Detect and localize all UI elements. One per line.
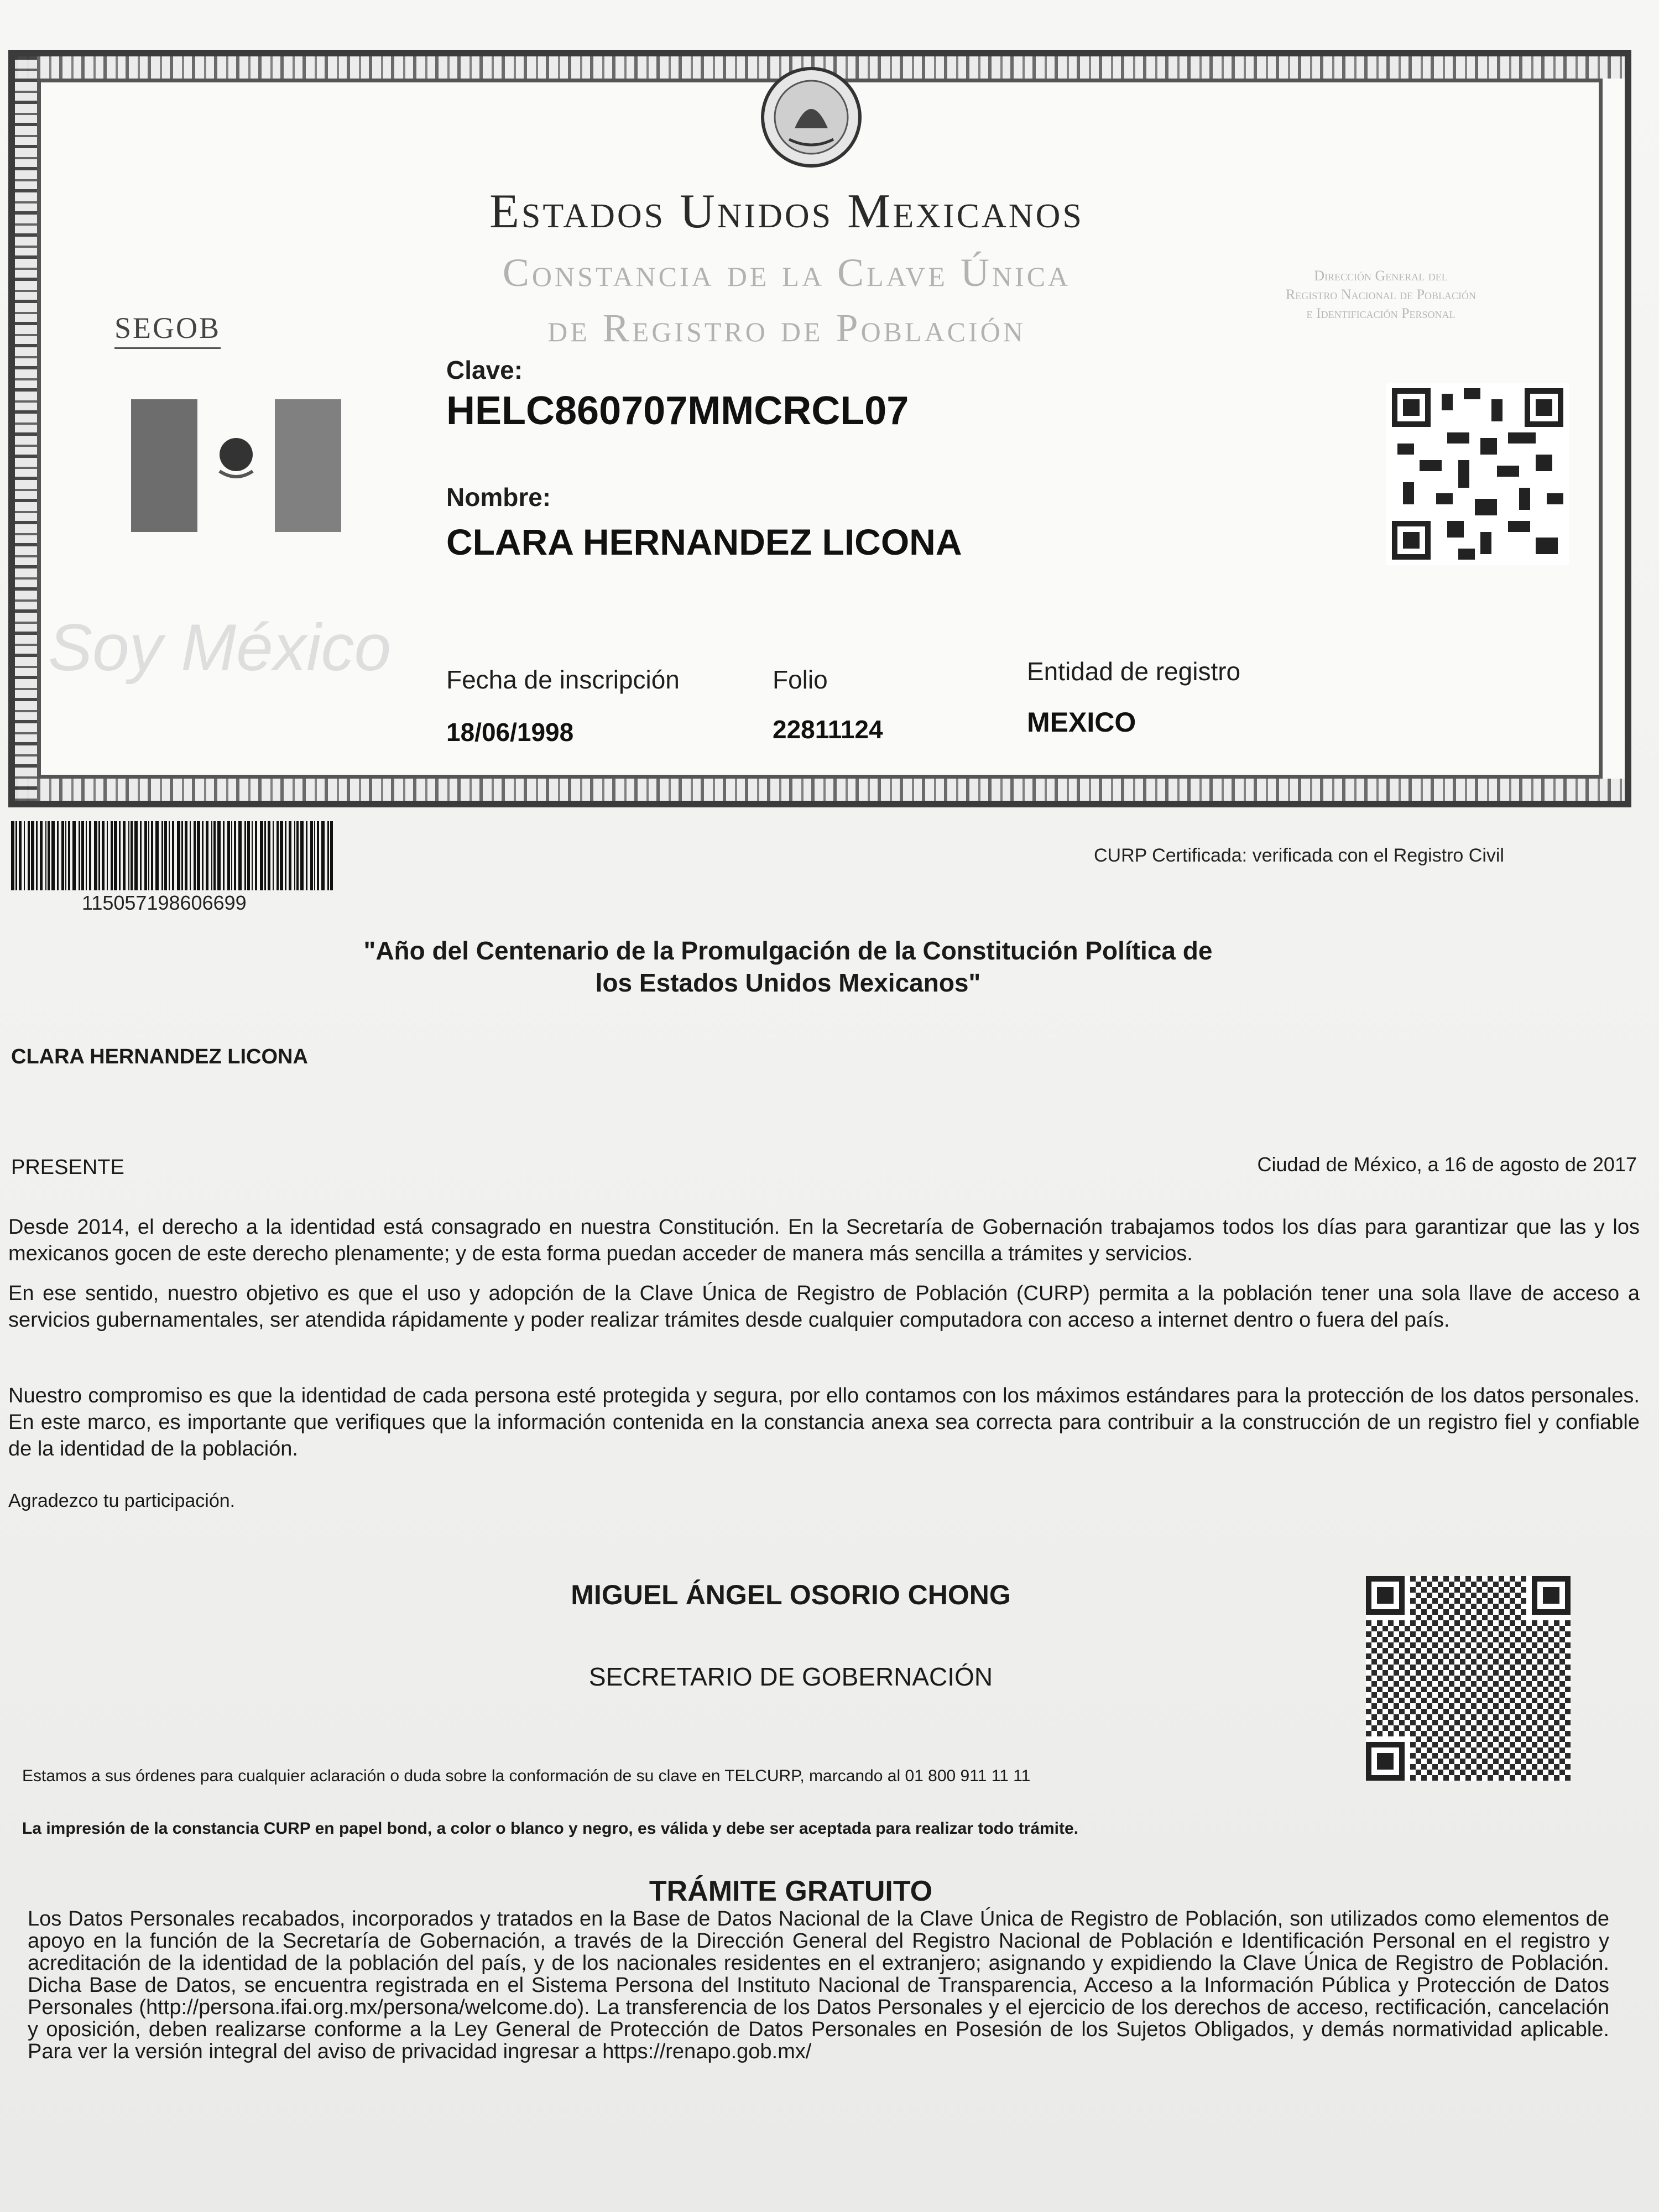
fecha-inscripcion-value: 18/06/1998 xyxy=(446,718,574,747)
year-motto-line2: los Estados Unidos Mexicanos" xyxy=(595,968,981,997)
soy-mexico-watermark: Soy México xyxy=(48,611,392,685)
nombre-value: CLARA HERNANDEZ LICONA xyxy=(446,521,962,562)
folio-label: Folio xyxy=(773,665,828,694)
mexican-flag-icon xyxy=(126,394,347,538)
dependency-line2: Registro Nacional de Población xyxy=(1285,286,1477,302)
barcode-icon xyxy=(11,821,337,890)
place-and-date: Ciudad de México, a 16 de agosto de 2017 xyxy=(1257,1153,1637,1176)
impresion-note: La impresión de la constancia CURP en papel bond, a color o blanco y negro, es válida y debe ser aceptada para realizar todo trámite. xyxy=(22,1819,1079,1838)
clave-value: HELC860707MMCRCL07 xyxy=(446,389,909,433)
nombre-label: Nombre: xyxy=(446,483,551,512)
privacy-notice: Los Datos Personales recabados, incorporados y tratados en la Base de Datos Nacional de la Clave Única de Registro de Población, son utilizados como elementos de apoyo en la función de la Secretaría de Gobernación, a través de la Dirección General del Registro Nacional de Población e Identificación Personal en el registro y acreditación de la identidad de la población del país, y de los nacionales residentes en el extranjero; asignando y expidiendo la Clave Única de Registro de Población. Dicha Base de Datos, se encuentra registrada en el Sistema Persona del Instituto Nacional de Transparencia, Acceso a la Información Pública y Protección de Datos Personales (http://persona.ifai.org.mx/persona/welcome.do). La transferencia de los Datos Personales y el ejercicio de los derechos de acceso, rectificación, cancelación y oposición, deben realizarse conforme a la Ley General de Protección de Datos Personales en Posesión de los Sujetos Obligados, y demás normatividad aplicable. Para ver la versión integral del aviso de privacidad ingresar a https://renapo.gob.mx/ xyxy=(28,1907,1609,2063)
signer-name: MIGUEL ÁNGEL OSORIO CHONG xyxy=(571,1579,1011,1610)
folio-value: 22811124 xyxy=(773,715,883,744)
fecha-inscripcion-label: Fecha de inscripción xyxy=(446,665,680,694)
signer-title: SECRETARIO DE GOBERNACIÓN xyxy=(588,1662,993,1691)
segob-logo: SEGOB xyxy=(114,311,221,349)
certificate-subtitle-line1: Constancia de la Clave Única xyxy=(502,251,1071,295)
year-motto xyxy=(276,935,1300,999)
coat-of-arms-seal-icon xyxy=(756,62,867,173)
letter-paragraph-1: Desde 2014, el derecho a la identidad está consagrado en nuestra Constitución. En la Secretaría de Gobernación trabajamos todos los días para garantizar que las y los mexicanos gocen de este derecho plenamente; y de esta forma puedan acceder de manera más sencilla a trámites y servicios. xyxy=(8,1215,1640,1265)
certificate-border-right xyxy=(15,56,37,801)
certificate-qr-code-icon xyxy=(1386,383,1569,565)
curp-certificate xyxy=(8,50,1631,807)
letter-paragraph-2: En ese sentido, nuestro objetivo es que el uso y adopción de la Clave Única de Registro de Población (CURP) permita a la población tener una sola llave de acceso a servicios gubernamentales, ser atendida rápidamente y poder realizar trámites desde cualquier computadora con acceso a internet dentro o fuera del país. xyxy=(8,1282,1640,1332)
telcurp-note: Estamos a sus órdenes para cualquier aclaración o duda sobre la conformación de su clave en TELCURP, marcando al 01 800 911 11 11 xyxy=(22,1767,1031,1785)
dependency-line1: Dirección General del xyxy=(1314,268,1448,284)
renapo-dependency xyxy=(1193,267,1569,323)
year-motto-line1: "Año del Centenario de la Promulgación de la Constitución Política de xyxy=(363,936,1213,965)
certificate-subtitle-line2: de Registro de Población xyxy=(547,306,1026,350)
curp-certificada-note: CURP Certificada: verificada con el Registro Civil xyxy=(1094,845,1504,866)
tramite-gratuito-heading: TRÁMITE GRATUITO xyxy=(649,1875,933,1907)
entidad-registro-value: MEXICO xyxy=(1027,707,1136,738)
entidad-registro-label: Entidad de registro xyxy=(1027,657,1241,686)
letter-paragraph-3: Nuestro compromiso es que la identidad de cada persona esté protegida y segura, por ello contamos con los máximos estándares para la protección de los datos personales. En este marco, es importante que verifiques que la información contenida en la constancia anexa sea correcta para contribuir a la construcción de un registro fiel y confiable de la identidad de la población. xyxy=(8,1384,1640,1460)
presente-label: PRESENTE xyxy=(11,1156,124,1179)
certificate-border-bottom xyxy=(15,779,1625,801)
addressee-name: CLARA HERNANDEZ LICONA xyxy=(11,1045,308,1068)
clave-label: Clave: xyxy=(446,356,523,384)
certificate-title: Estados Unidos Mexicanos xyxy=(489,185,1084,238)
barcode-number: 115057198606699 xyxy=(82,891,247,914)
letter-qr-code-icon xyxy=(1366,1576,1571,1781)
dependency-line3: e Identificación Personal xyxy=(1306,305,1455,321)
letter-closing: Agradezco tu participación. xyxy=(8,1490,236,1511)
